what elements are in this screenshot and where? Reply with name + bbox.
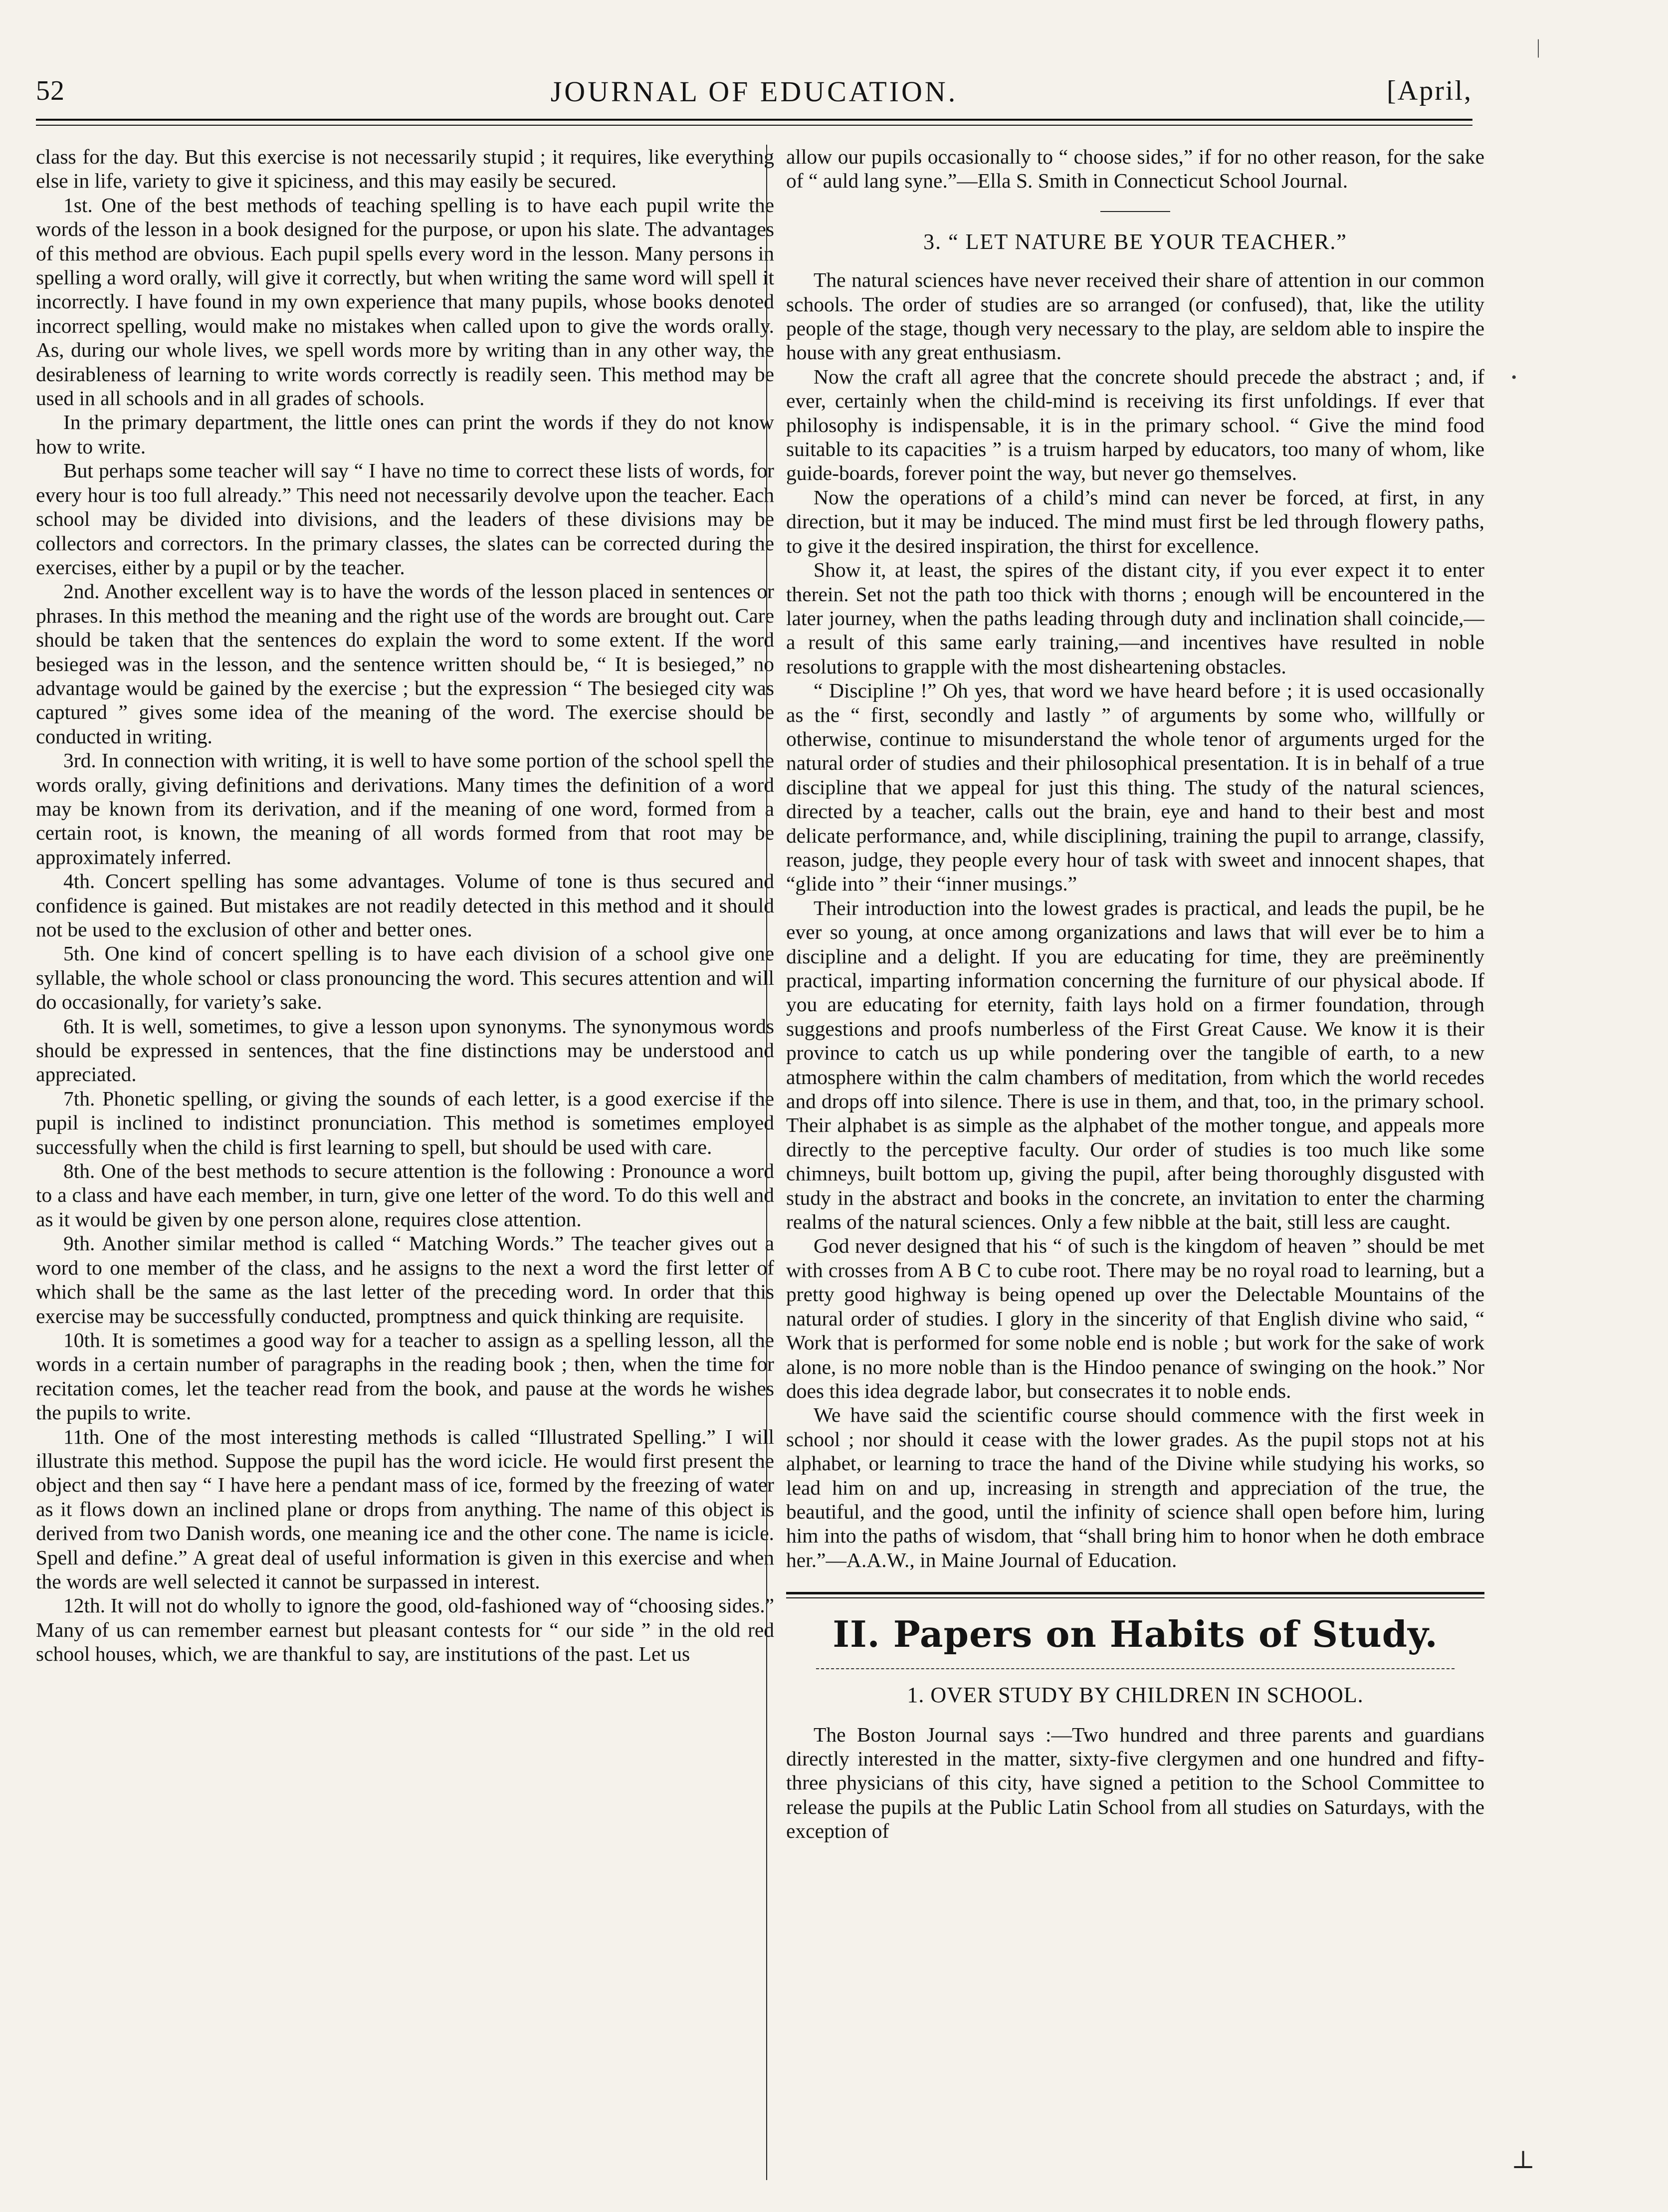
paragraph: Their introduction into the lowest grades is practical, and leads the pupil, be he ever so young, at once among organizations and laws that will ever be to him a discipline and a delight. If you are educating for time, they are preëminently practical, imparting information concerning the furniture of our physical abode. If you are educating for eternity, faith lays hold on a firmer foundation, through suggestions and proofs numberless of the First Great Cause. We know it is their province to catch us up while pondering over the tangible of earth, to a new atmosphere within the calm chambers of meditation, from which the world recedes and drops off into silence. There is use in them, and that, too, in the primary school. Their alphabet is as simple as the alphabet of the mother tongue, and appeals more directly to the perceptive faculty. Our order of studies is too much like some chimneys, built bottom up, giving the pupil, after being thoroughly disgusted with study in the abstract and books in the concrete, an invitation to enter the charming realms of the natural sciences. Only a few nibble at the bait, still less are caught. [786,896,1484,1234]
paragraph: God never designed that his “ of such is the kingdom of heaven ” should be met with crosses from A B C to cube root. There may be no royal road to learning, but a pretty good highway is being opened up over the Delectable Mountains of the natural order of studies. I glory in the sincerity of that English divine who said, “ Work that is performed for some noble end is noble ; but work for the sake of work alone, is no more noble than is the Hindoo penance of swinging on the hook.” Nor does this idea degrade labor, but consecrates it to noble ends. [786,1234,1484,1402]
column-divider [766,145,767,2180]
article-title: 3. “ LET NATURE BE YOUR TEACHER.” [923,229,1347,254]
paragraph: The natural sciences have never received their share of attention in our common schools. The order of studies are so arranged (or confused), that, like the utility people of the stage, though very necessary to the play, are seldom able to inspire the house with any great enthusiasm. [786,268,1484,364]
paragraph: 2nd. Another excellent way is to have the words of the lesson placed in sentences or phrases. In this method the meaning and the right use of the words are brought out. Care should be taken that the sentences do explain the word to some extent. If the word besieged was in the lesson, and the sentence written should be, “ It is besieged,” no advantage would be gained by the exercise ; but the expression “ The besieged city was captured ” gives some idea of the meaning of the word. The exercise should be conducted in writing. [36,580,774,748]
paragraph: 3rd. In connection with writing, it is well to have some portion of the school spell the words orally, giving definitions and derivations. Many times the definition of a word may be known from its derivation, and if the meaning of one word, formed from a certain root, is known, the meaning of all words formed from that root may be approximately inferred. [36,749,774,869]
ornamental-rule [816,1663,1455,1669]
journal-title: JOURNAL OF EDUCATION. [550,75,958,108]
left-column [36,145,774,2180]
paragraph: Now the operations of a child’s mind can never be forced, at first, in any direction, but it may be induced. The mind must first be led through flowery paths, to give it the desired inspiration, the thirst for excellence. [786,485,1484,557]
paragraph: class for the day. But this exercise is not necessarily stupid ; it requires, like everything else in life, variety to give it spiciness, and this may easily be secured. [36,145,774,193]
article-separator [1100,211,1170,212]
paragraph: “ Discipline !” Oh yes, that word we have heard before ; it is used occasionally as the “ first, secondly and lastly ” of arguments by some who, willfully or otherwise, continue to misunderstand the whole tenor of arguments urged for the natural order of studies and their philosophical presentation. It is in behalf of a true discipline that we appeal for just this thing. The study of the natural sciences, directed by a teacher, calls out the brain, eye and hand to their best and most delicate performance, and, while disciplining, training the pupil to arrange, classify, reason, judge, they people every hour of task with sweet and innocent shapes, that “glide into ” their “inner musings.” [786,679,1484,895]
paragraph: allow our pupils occasionally to “ choose sides,” if for no other reason, for the sake of “ auld lang syne.”—Ella S. Smith in Connecticut School Journal. [786,145,1484,193]
paragraph: Show it, at least, the spires of the distant city, if you ever expect it to enter therein. Set not the path too thick with thorns ; enough will be encountered in the later journey, when the paths leading through duty and inclination shall coincide,—a result of this same early training,—and incentives have resulted in noble resolutions to grapple with the most disheartening obstacles. [786,558,1484,678]
paragraph: 8th. One of the best methods to secure attention is the following : Pronounce a word to a class and have each member, in turn, give one letter of the word. To do this well and as it would be given by one person alone, requires close attention. [36,1159,774,1231]
paragraph: 10th. It is sometimes a good way for a teacher to assign as a spelling lesson, all the words in a certain number of paragraphs in the reading book ; then, when the time for recitation comes, let the teacher read from the book, and pause at the words he wishes the pupils to write. [36,1328,774,1424]
paragraph: 1st. One of the best methods of teaching spelling is to have each pupil write the words of the lesson in a book designed for the purpose, or upon his slate. The advantages of this method are obvious. Each pupil spells every word in the lesson. Many persons in spelling a word orally, will give it correctly, but when writing the same word will spell it incorrectly. I have found in my own experience that many pupils, whose books denoted incorrect spelling, would make no mistakes when called upon to give the words orally. As, during our whole lives, we spell words more by writing than in any other way, the desirableness of learning to write words correctly is readily seen. This method may be used in all schools and in all grades of schools. [36,193,774,410]
section-rule-thin [786,1597,1484,1598]
paragraph: 7th. Phonetic spelling, or giving the sounds of each letter, is a good exercise if the pupil is inclined to indistinct pronunciation. This method is sometimes employed successfully when the child is first learning to spell, but should be used with care. [36,1087,774,1158]
paragraph: 12th. It will not do wholly to ignore the good, old-fashioned way of “choosing sides.” Many of us can remember earnest but pleasant contests for “ our side ” in the old red school houses, which, we are thankful to say, are institutions of the past. Let us [36,1594,774,1666]
article-subtitle: 1. OVER STUDY BY CHILDREN IN SCHOOL. [907,1683,1364,1708]
header-rule-thin [36,125,1472,126]
paragraph: But perhaps some teacher will say “ I have no time to correct these lists of words, for every hour is too full already.” This need not necessarily devolve upon the teacher. Each school may be divided into divisions, and the leaders of these divisions may be collectors and correctors. In the primary classes, the slates can be corrected during the exercises, either by a pupil or by the teacher. [36,459,774,579]
paragraph: 5th. One kind of concert spelling is to have each division of a school give one syllable, the whole school or class pronouncing the word. This secures attention and will do occasionally, for variety’s sake. [36,942,774,1014]
right-column [774,145,1484,2180]
section-rule [786,1592,1484,1594]
paragraph: 6th. It is well, sometimes, to give a lesson upon synonyms. The synonymous words should be expressed in sentences, that the fine distinctions may be understood and appreciated. [36,1014,774,1086]
paragraph: 4th. Concert spelling has some advantages. Volume of tone is thus secured and confidence is gained. But mistakes are not readily detected in this method and it should not be used to the exclusion of other and better ones. [36,870,774,941]
paragraph: 9th. Another similar method is called “ Matching Words.” The teacher gives out a word to one member of the class, and he assigns to the next a word the first letter of which shall be the same as the last letter of the preceding word. In order that this exercise may be successfully conducted, promptness and quick thinking are requisite. [36,1232,774,1327]
page-header [36,75,1472,130]
paragraph: We have said the scientific course should commence with the first week in school ; nor should it cease with the lower grades. As the pupil stops not at his alphabet, or learning to trace the hand of the Divine while studying his works, so lead him on and up, increasing in strength and appreciation of the true, the beautiful, and the good, until the infinity of science shall open before him, luring him into the paths of wisdom, that “shall bring him to honor when he doth embrace her.”—A.A.W., in Maine Journal of Education. [786,1403,1484,1571]
paragraph: Now the craft all agree that the concrete should precede the abstract ; and, if ever, certainly when the child-mind is receiving its first unfoldings. If ever that philosophy is indispensable, it is in the primary school. “ Give the mind food suitable to its capacities ” is a truism harped by educators, too many of whom, like guide-boards, forever point the way, but never go themselves. [786,365,1484,485]
margin-dot: • [1511,369,1517,386]
paragraph: The Boston Journal says :—Two hundred and three parents and guardians directly interested in the matter, sixty-five clergymen and one hundred and fifty-three physicians of this city, have signed a petition to the School Committee to release the pupils at the Public Latin School from all studies on Saturdays, with the exception of [786,1723,1484,1843]
page-number: 52 [36,75,65,106]
margin-mark: | [1536,35,1541,58]
margin-mark: ⊥ [1511,2146,1535,2174]
paragraph: In the primary department, the little ones can print the words if they do not know how to write. [36,411,774,458]
section-title: II. Papers on Habits of Study. [833,1613,1438,1656]
issue-month: [April, [1387,75,1472,106]
header-rule [36,119,1472,121]
paragraph: 11th. One of the most interesting methods is called “Illustrated Spelling.” I will illustrate this method. Suppose the pupil has the word icicle. He would first present the object and then say “ I have here a pendant mass of ice, formed by the freezing of water as it flows down an inclined plane or drops from anything. The name of this object is derived from two Danish words, one meaning ice and the other cone. The name is icicle. Spell and define.” A great deal of useful information is given in this exercise and when the words are well selected it cannot be surpassed in interest. [36,1425,774,1593]
